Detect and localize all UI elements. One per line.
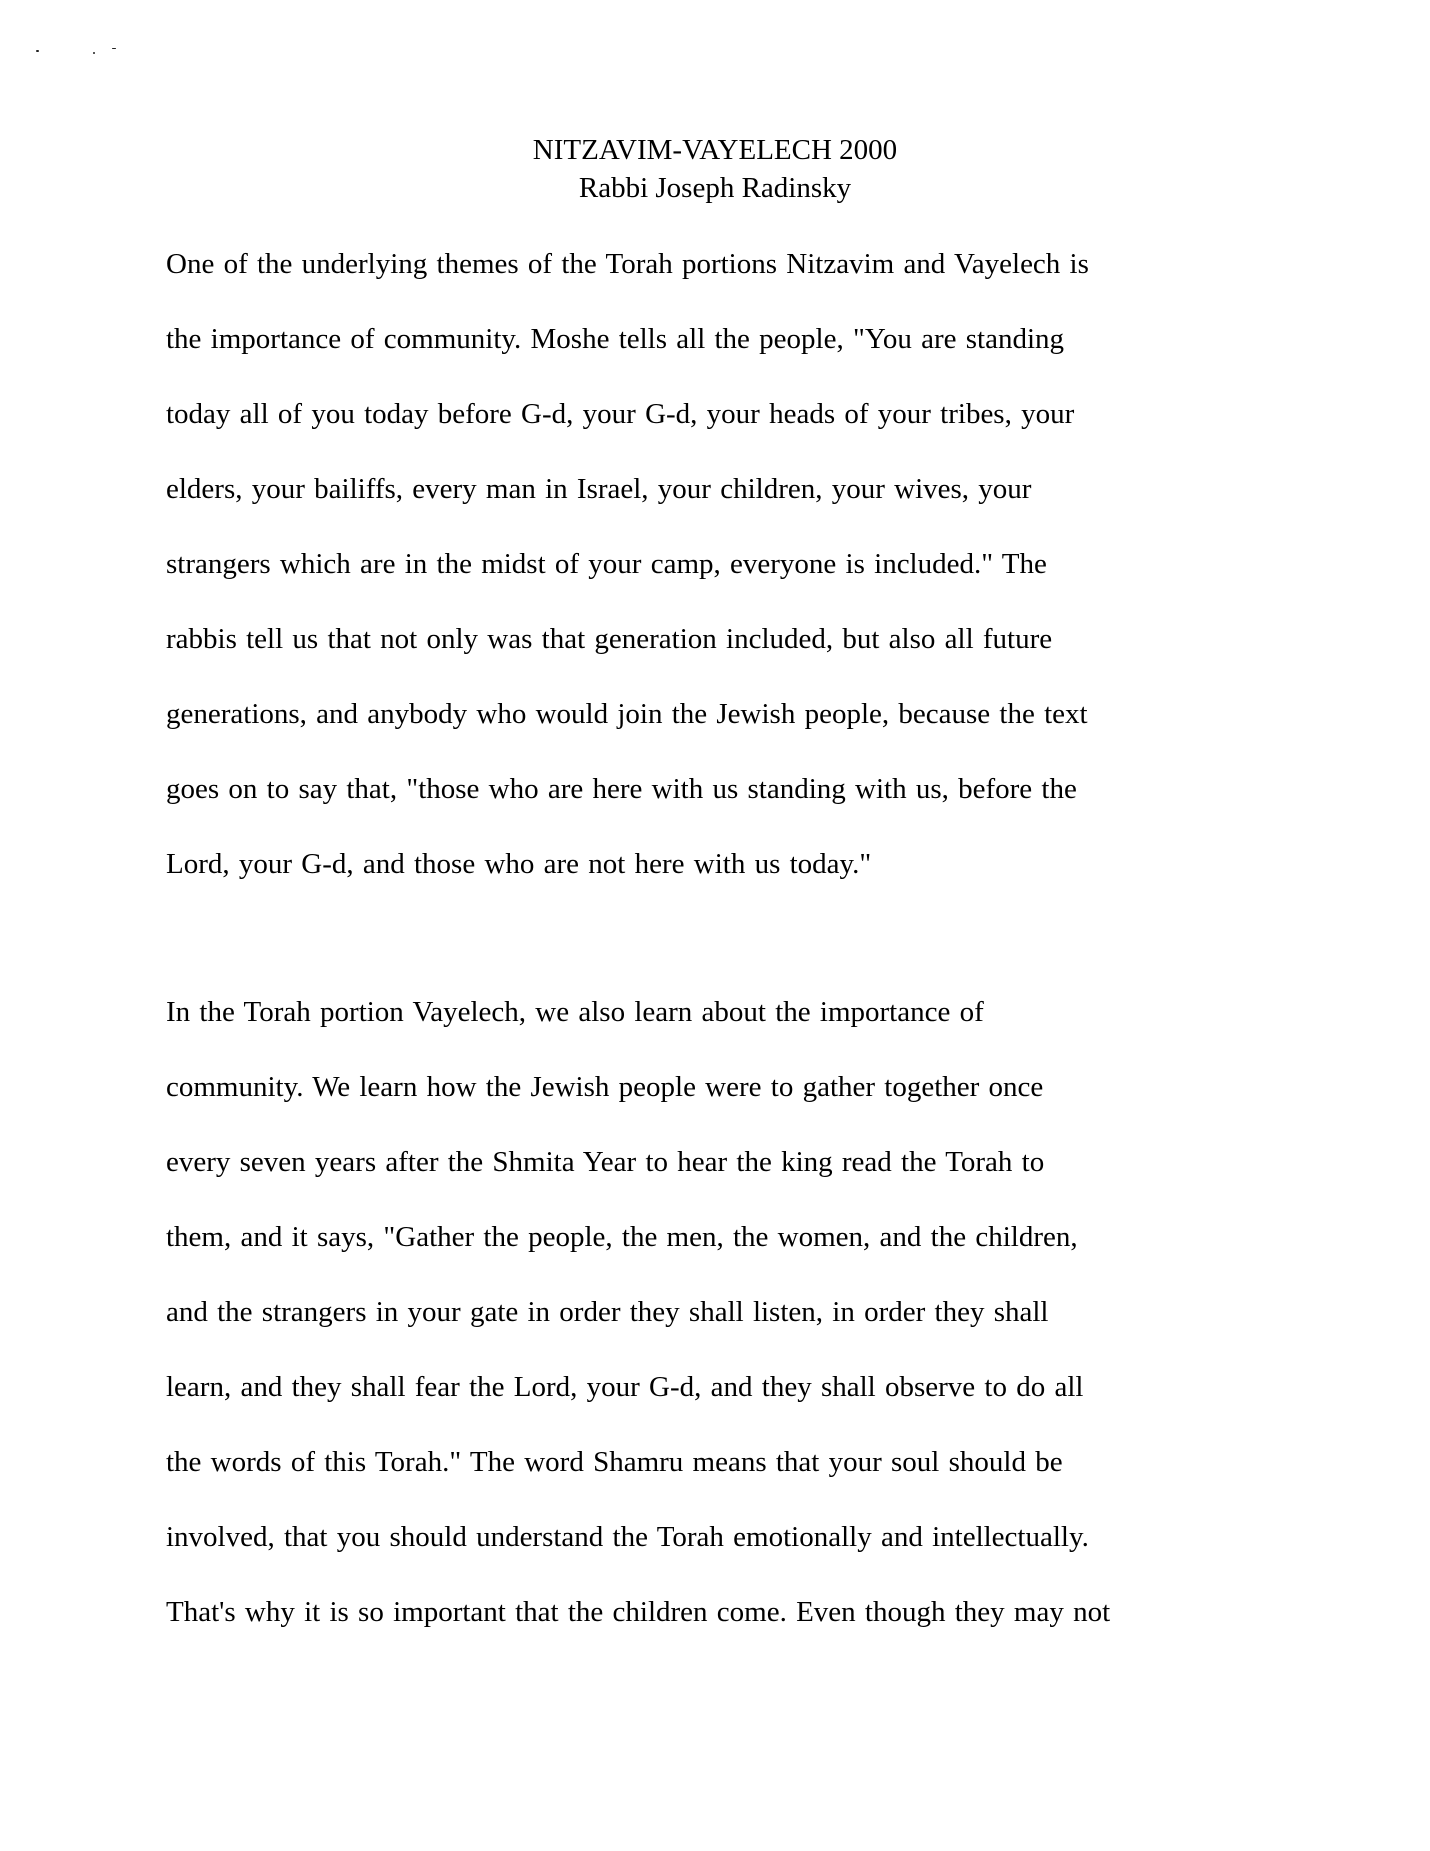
paragraph-line: elders, your bailiffs, every man in Israel, your children, your wives, your [166, 473, 1032, 505]
paragraph-line: rabbis tell us that not only was that generation included, but also all future [166, 623, 1053, 655]
paragraph-line: Lord, your G-d, and those who are not here with us today." [166, 848, 872, 880]
scan-speck [36, 50, 39, 52]
paragraph-line: every seven years after the Shmita Year to hear the king read the Torah to [166, 1146, 1045, 1178]
document-author: Rabbi Joseph Radinsky [578, 172, 852, 204]
paragraph-line: learn, and they shall fear the Lord, your G-d, and they shall observe to do all [166, 1371, 1084, 1403]
paragraph-line: That's why it is so important that the children come. Even though they may not [166, 1596, 1111, 1628]
paragraph-line: today all of you today before G-d, your G-d, your heads of your tribes, your [166, 398, 1075, 430]
paragraph-line: them, and it says, "Gather the people, the men, the women, and the children, [166, 1221, 1078, 1253]
paragraph-line: In the Torah portion Vayelech, we also learn about the importance of [166, 996, 984, 1028]
paragraph-line: strangers which are in the midst of your camp, everyone is included." The [166, 548, 1047, 580]
paragraph-line: community. We learn how the Jewish people were to gather together once [166, 1071, 1044, 1103]
scan-speck [93, 52, 95, 54]
document-header [0, 131, 1430, 207]
paragraph-line: involved, that you should understand the Torah emotionally and intellectually. [166, 1521, 1089, 1553]
paragraph-2 [166, 975, 1276, 1650]
paragraph-line: One of the underlying themes of the Torah portions Nitzavim and Vayelech is [166, 248, 1089, 280]
scan-specks [36, 48, 126, 58]
paragraph-line: the importance of community. Moshe tells all the people, "You are standing [166, 323, 1065, 355]
paragraph-1 [166, 227, 1276, 902]
paragraph-line: the words of this Torah." The word Shamru means that your soul should be [166, 1446, 1063, 1478]
paragraph-line: and the strangers in your gate in order they shall listen, in order they shall [166, 1296, 1049, 1328]
paragraph-line: generations, and anybody who would join the Jewish people, because the text [166, 698, 1088, 730]
document-title: NITZAVIM-VAYELECH 2000 [532, 134, 898, 166]
paragraph-line: goes on to say that, "those who are here with us standing with us, before the [166, 773, 1077, 805]
scan-speck [112, 48, 116, 49]
